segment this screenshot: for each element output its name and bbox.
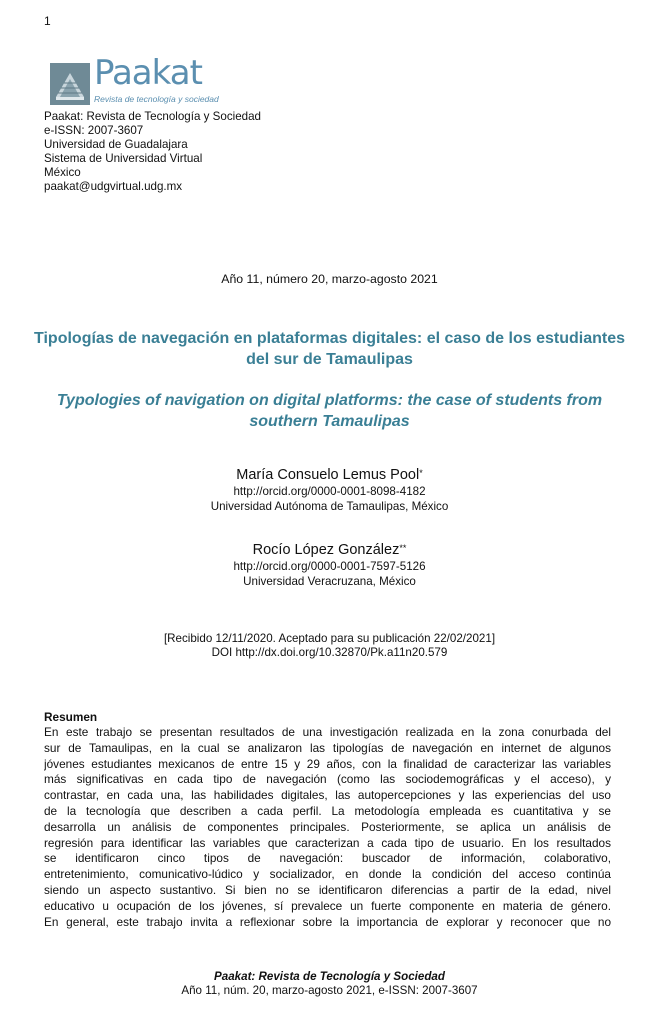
author-1-name: María Consuelo Lemus Pool: [236, 467, 420, 483]
pyramid-logo-icon: [50, 63, 90, 105]
received-block: [0, 632, 659, 660]
abstract-line: desarrolla un análisis de componentes principales. Posteriormente, se aplica un análisis de: [44, 819, 611, 834]
abstract-line: regresión para identificar las variables que caracterizan a cada tipo de usuario. En los resultados: [44, 835, 611, 850]
doi-link[interactable]: DOI http://dx.doi.org/10.32870/Pk.a11n20.579: [211, 646, 448, 659]
author-1-mark: *: [419, 468, 423, 478]
footer-journal-title: Paakat: Revista de Tecnología y Sociedad: [214, 970, 445, 983]
logo-tagline: Revista de tecnología y sociedad: [94, 94, 219, 104]
logo-wordmark: Paakat: [94, 53, 202, 93]
page-footer: [0, 970, 659, 998]
journal-country: México: [44, 166, 81, 179]
journal-issn: e-ISSN: 2007-3607: [44, 124, 144, 137]
abstract-line: se identificaron cinco tipos de navegación: buscador de información, colaborativo,: [44, 851, 611, 866]
abstract-body: [44, 725, 611, 930]
author-2: [0, 541, 659, 589]
abstract-line: de la tecnología que describen a cada perfil. La metodología empleada es cuantitativa y se: [44, 803, 611, 818]
issue-line: Año 11, número 20, marzo-agosto 2021: [221, 272, 438, 286]
author-2-orcid[interactable]: http://orcid.org/0000-0001-7597-5126: [233, 560, 426, 573]
abstract-line: En general, este trabajo invita a reflexionar sobre la importancia de explorar y reconocer que no: [44, 914, 611, 929]
abstract-line: contrastar, en cada una, las habilidades digitales, las autopercepciones y las experiencias del uso: [44, 788, 611, 803]
abstract-line: En este trabajo se presentan resultados de una investigación realizada en la zona conurbada del: [44, 725, 611, 739]
footer-issue-line: Año 11, núm. 20, marzo-agosto 2021, e-ISSN: 2007-3607: [181, 984, 478, 997]
author-2-affiliation: Universidad Veracruzana, México: [243, 575, 416, 588]
title-english: Typologies of navigation on digital platforms: the case of students from southern Tamaulipas: [56, 392, 603, 430]
page-number: 1: [44, 14, 51, 28]
abstract-line: sur de Tamaulipas, en la cual se analizaron las tipologías de navegación en internet de algunos: [44, 740, 611, 755]
abstract-heading: Resumen: [44, 710, 98, 724]
title-spanish: Tipologías de navegación en plataformas digitales: el caso de los estudiantes del sur de Tamaulipas: [34, 330, 625, 368]
journal-university: Universidad de Guadalajara: [44, 138, 188, 151]
abstract-line: siendo un aspecto sustantivo. Si bien no se identificaron diferencias a partir de la edad, nivel: [44, 882, 611, 897]
abstract-line: educativo u ocupación de los jóvenes, sí prevalece un fuerte componente en materia de género.: [44, 898, 611, 913]
journal-info: [44, 110, 261, 194]
author-2-mark: **: [399, 543, 407, 553]
journal-system: Sistema de Universidad Virtual: [44, 152, 203, 165]
abstract-line: más significativas en cada tipo de navegación (como las sociodemográficas y el acceso), y: [44, 772, 611, 787]
abstract-line: jóvenes estudiantes mexicanos de entre 15 y 29 años, con la finalidad de caracterizar las variables: [44, 756, 611, 771]
journal-name: Paakat: Revista de Tecnología y Sociedad: [44, 110, 261, 123]
author-1-affiliation: Universidad Autónoma de Tamaulipas, México: [210, 500, 449, 513]
journal-logo: [50, 53, 219, 107]
author-1: [0, 466, 659, 514]
abstract-line: entretenimiento, comunicativo-lúdico y socializador, en donde la condición del acceso continúa: [44, 867, 611, 882]
received-dates: [Recibido 12/11/2020. Aceptado para su publicación 22/02/2021]: [163, 632, 496, 645]
author-1-orcid[interactable]: http://orcid.org/0000-0001-8098-4182: [233, 485, 426, 498]
author-2-name: Rocío López González: [252, 542, 400, 558]
journal-email[interactable]: paakat@udgvirtual.udg.mx: [44, 180, 183, 193]
